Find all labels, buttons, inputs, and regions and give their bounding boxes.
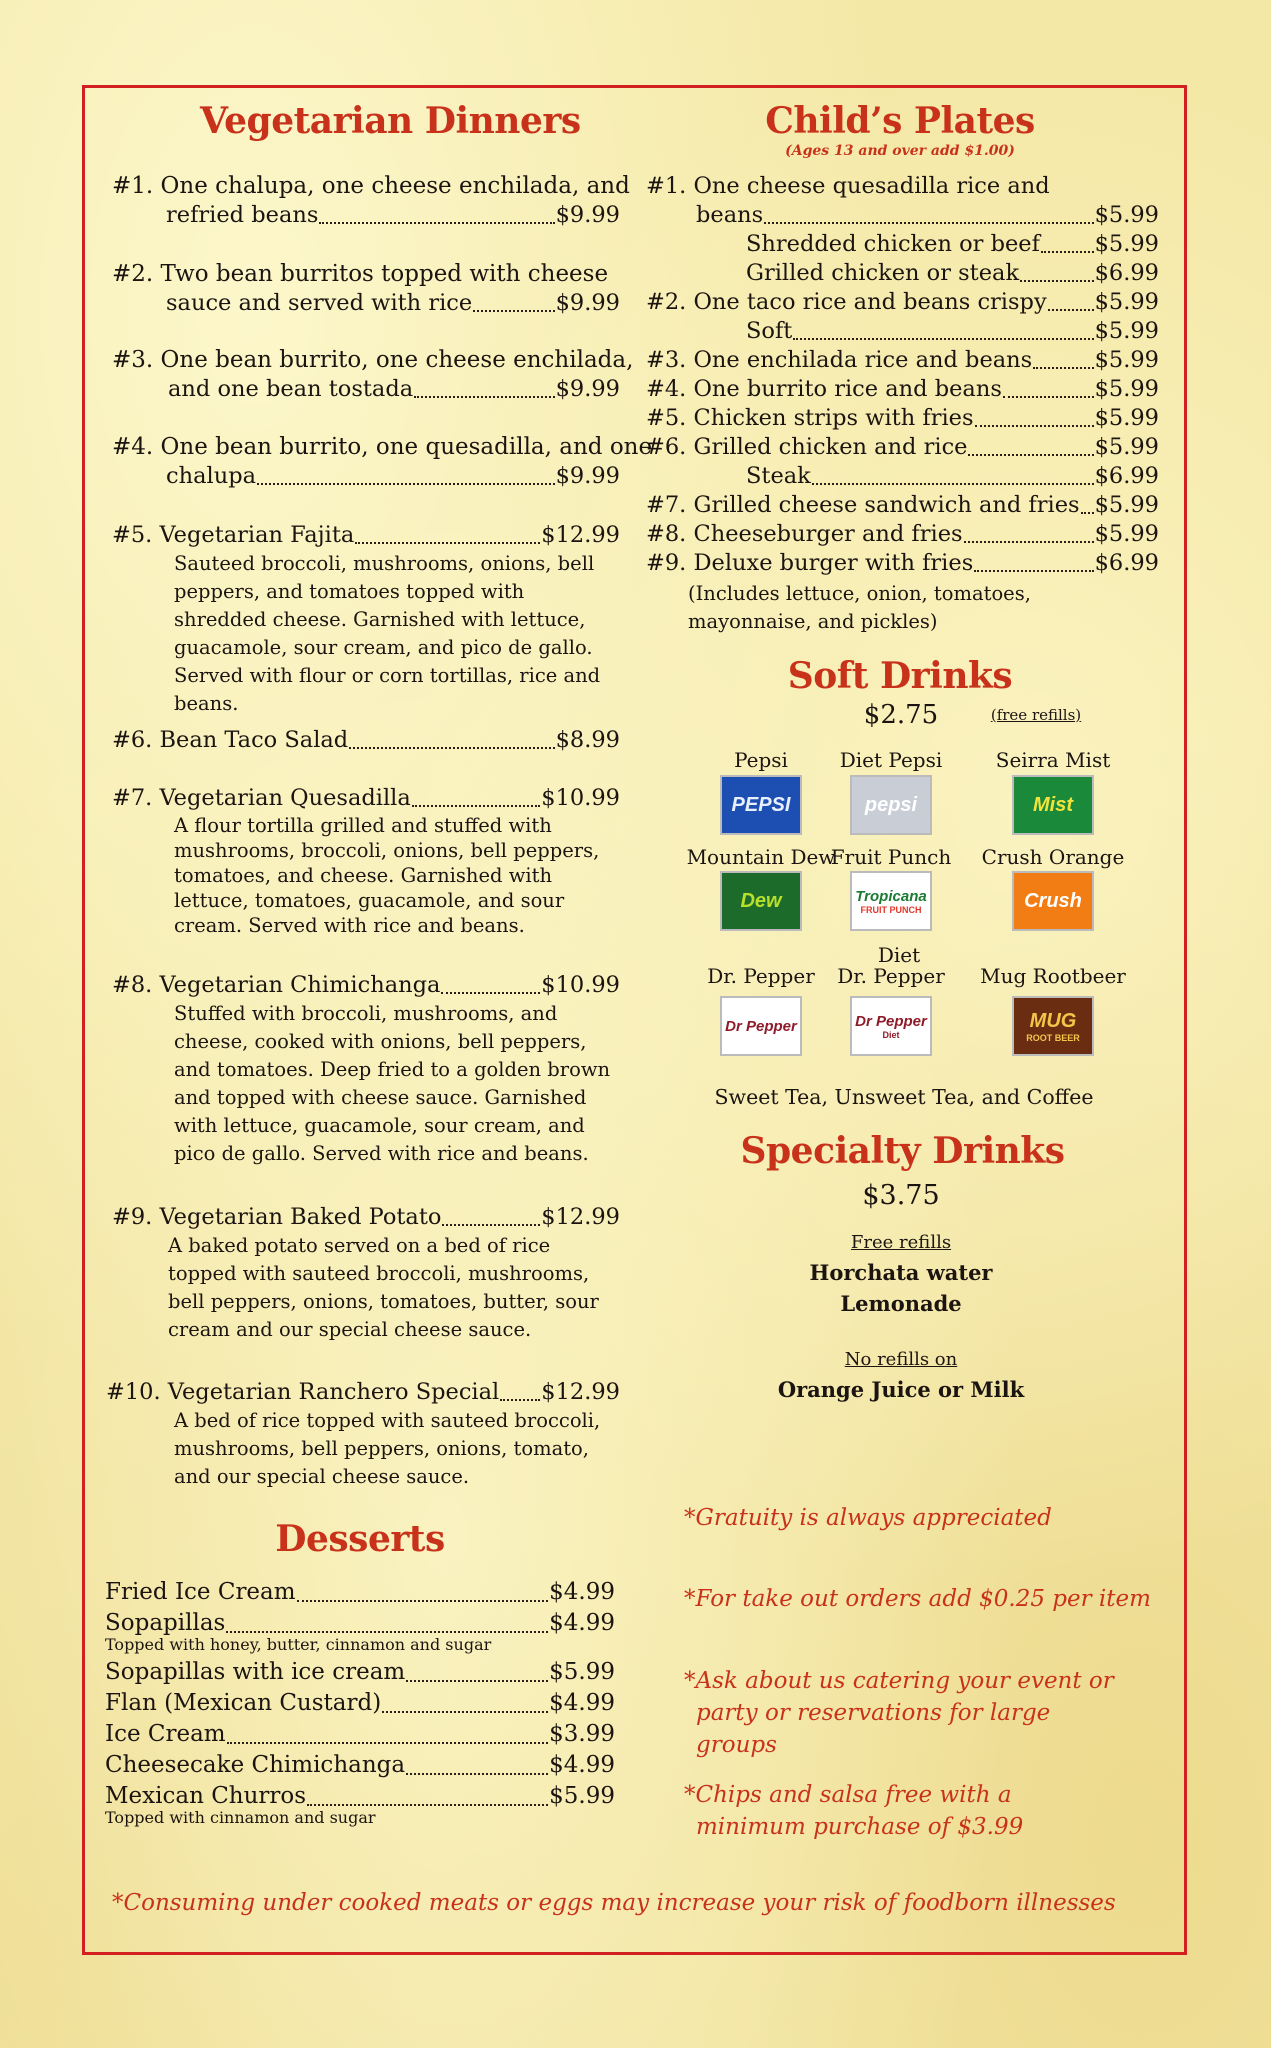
child-plate-price: $5.99 [1094, 202, 1159, 228]
no-refill-items: Orange Juice or Milk [777, 1377, 1025, 1402]
child-plate-name: Grilled cheese sandwich and fries [693, 492, 1080, 518]
item-text: One bean burrito, one quesadilla, and one [160, 434, 653, 460]
dessert-price: $5.99 [549, 1659, 615, 1685]
item-number: #8. [112, 972, 153, 998]
specialty-free-refills-label: Free refills [850, 1232, 952, 1253]
child-plate-row [646, 520, 1159, 549]
child-plate-price: $5.99 [1094, 405, 1159, 431]
child-plate-price: $5.99 [1094, 289, 1159, 315]
dessert-price: $4.99 [549, 1610, 615, 1636]
free-refills-label: (free refills) [990, 706, 1082, 724]
child-plate-number: #8. [646, 521, 687, 547]
drink-name: Mountain Dew [686, 845, 836, 869]
horchata-item: Horchata water [809, 1260, 993, 1285]
child-plate-number: #5. [646, 405, 687, 431]
item-number: #9. [112, 1204, 153, 1230]
drink-name: Dr. Pepper [707, 964, 815, 988]
dessert-item [105, 1608, 615, 1655]
item-description: A flour tortilla grilled and stuffed with mushrooms, broccoli, onions, bell peppers, tomatoes, and cheese. Garnished with lettuce, tomatoes, guacamole, and sour cream. Served with rice and beans. [174, 814, 600, 937]
child-plate-price: $6.99 [1094, 550, 1159, 576]
child-plate-row [646, 549, 1159, 578]
drink-name: Seirra Mist [995, 748, 1111, 772]
item-price: $9.99 [555, 290, 620, 316]
childs-plates-list [646, 172, 1159, 636]
item-name: and one bean tostada [168, 376, 414, 402]
item-text: Two bean burritos topped with cheese [160, 261, 609, 287]
child-plate-price: $6.99 [1094, 260, 1159, 286]
diet-dr-pepper-logo-icon: Dr Pepper Diet [850, 996, 932, 1056]
chips-salsa-note: *Chips and salsa free with a minimum purchase of $3.99 [684, 1782, 1024, 1840]
dessert-note: Topped with cinnamon and sugar [105, 1808, 376, 1827]
dessert-item [105, 1688, 615, 1719]
dessert-price: $4.99 [549, 1690, 615, 1716]
child-plate-price: $5.99 [1094, 521, 1159, 547]
childs-plates-subtitle: (Ages 13 and over add $1.00) [785, 143, 1015, 159]
child-plate-price: $5.99 [1094, 318, 1159, 344]
vegetarian-item-5 [112, 521, 620, 718]
vegetarian-item-10 [106, 1378, 620, 1491]
dessert-price: $5.99 [549, 1783, 615, 1809]
child-plate-name: beans [696, 202, 764, 228]
child-plate-price: $5.99 [1094, 376, 1159, 402]
dessert-name: Sopapillas [105, 1610, 226, 1636]
specialty-drinks-heading: Specialty Drinks [740, 1130, 1065, 1172]
dessert-name: Fried Ice Cream [105, 1579, 296, 1605]
child-plate-name: Grilled chicken and rice [693, 434, 968, 460]
dessert-name: Flan (Mexican Custard) [105, 1690, 382, 1716]
takeout-note: *For take out orders add $0.25 per item [684, 1586, 1151, 1612]
drink-name: Mug Rootbeer [980, 964, 1126, 988]
item-number: #7. [112, 785, 153, 811]
food-safety-warning: *Consuming under cooked meats or eggs may increase your risk of foodborn illnesses [112, 1890, 1116, 1916]
item-name: Vegetarian Fajita [159, 522, 355, 548]
item-price: $9.99 [555, 376, 620, 402]
vegetarian-dinners-heading: Vegetarian Dinners [200, 100, 581, 142]
child-plate-price: $5.99 [1094, 434, 1159, 460]
desserts-list [105, 1577, 615, 1830]
dessert-note: Topped with honey, butter, cinnamon and sugar [105, 1635, 492, 1654]
seirra-mist-logo-icon: Mist [1012, 775, 1094, 835]
item-name: Vegetarian Ranchero Special [167, 1379, 500, 1405]
child-plate-row [646, 317, 1159, 346]
child-plate-name: Deluxe burger with fries [693, 550, 974, 576]
item-price: $10.99 [541, 785, 620, 811]
child-plate-number: #3. [646, 347, 687, 373]
dessert-name: Ice Cream [105, 1721, 226, 1747]
item-number: #2. [112, 261, 154, 287]
drink-name: Fruit Punch [830, 845, 952, 869]
dessert-item [105, 1577, 615, 1608]
tea-coffee-line: Sweet Tea, Unsweet Tea, and Coffee [714, 1085, 1094, 1109]
dr-pepper-logo-icon: Dr Pepper [720, 996, 802, 1056]
item-name: Vegetarian Chimichanga [159, 972, 441, 998]
item-price: $12.99 [541, 1204, 620, 1230]
item-description: Stuffed with broccoli, mushrooms, and cheese, cooked with onions, bell peppers, and tomatoes. Deep fried to a golden brown and topped with cheese sauce. Garnished with lettuce, guacamole, sour cream, and pico de gallo. Served with rice and beans. [174, 1002, 611, 1165]
vegetarian-item-8 [112, 971, 620, 1168]
child-plate-price: $5.99 [1094, 231, 1159, 257]
child-plate-name: Cheeseburger and fries [693, 521, 963, 547]
catering-note: *Ask about us catering your event or party or reservations for large groups [684, 1668, 1114, 1758]
dessert-item [105, 1781, 615, 1828]
child-plate-name: Shredded chicken or beef [746, 231, 1040, 257]
vegetarian-item-4 [112, 433, 653, 491]
vegetarian-item-7 [112, 784, 620, 938]
item-name: sauce and served with rice [166, 290, 473, 316]
item-price: $8.99 [555, 727, 620, 753]
item-price: $9.99 [555, 202, 620, 228]
child-plate-row [646, 433, 1159, 462]
child-plate-name: Chicken strips with fries [693, 405, 974, 431]
crush-orange-logo-icon: Crush [1012, 871, 1094, 931]
item-description: Sauteed broccoli, mushrooms, onions, bell peppers, and tomatoes topped with shredded cheese. Garnished with lettuce, guacamole, sour cream, and pico de gallo. Served with flour or corn tortillas, rice and beans. [174, 552, 601, 715]
vegetarian-item-2 [112, 260, 620, 318]
child-plate-price: $6.99 [1094, 463, 1159, 489]
child-plate-row [646, 375, 1159, 404]
child-plate-name: One enchilada rice and beans [693, 347, 1033, 373]
mug-rootbeer-logo-icon: MUG ROOT BEER [1012, 996, 1094, 1056]
dessert-name: Mexican Churros [105, 1783, 307, 1809]
dessert-name: Cheesecake Chimichanga [105, 1752, 406, 1778]
fruit-punch-logo-icon: Tropicana FRUIT PUNCH [850, 871, 932, 931]
soft-drinks-heading: Soft Drinks [787, 655, 1013, 697]
child-includes-note: (Includes lettuce, onion, tomatoes, mayonnaise, and pickles) [688, 582, 1031, 633]
child-plate-price: $5.99 [1094, 492, 1159, 518]
desserts-heading: Desserts [275, 1518, 445, 1560]
item-number: #6. [112, 727, 153, 753]
dessert-item [105, 1719, 615, 1750]
item-name: Vegetarian Baked Potato [159, 1204, 442, 1230]
vegetarian-item-3 [112, 346, 634, 404]
vegetarian-item-9 [112, 1203, 620, 1344]
dessert-item [105, 1750, 615, 1781]
child-plate-price: $5.99 [1094, 347, 1159, 373]
no-refills-label: No refills on [844, 1349, 958, 1370]
child-plate-name: One taco rice and beans crispy [693, 289, 1047, 315]
dessert-name: Sopapillas with ice cream [105, 1659, 406, 1685]
child-plate-row [646, 259, 1159, 288]
child-plate-number: #6. [646, 434, 687, 460]
lemonade-item: Lemonade [840, 1291, 962, 1316]
drink-name: Pepsi [734, 748, 788, 772]
child-plate-row [646, 404, 1159, 433]
child-plate-row [646, 346, 1159, 375]
item-number: #3. [112, 347, 154, 373]
drink-name-prefix: Diet [877, 943, 921, 967]
item-number: #1. [112, 173, 154, 199]
child-plate-row [646, 201, 1159, 230]
item-name: chalupa [166, 463, 257, 489]
item-number: #4. [112, 434, 154, 460]
child-plate-name: One burrito rice and beans [693, 376, 1002, 402]
child-plate-row [646, 230, 1159, 259]
child-plate-name: Soft [746, 318, 793, 344]
child-item-1-line: #1. One cheese quesadilla rice and [646, 173, 1050, 199]
item-description: A baked potato served on a bed of rice topped with sauteed broccoli, mushrooms, bell peppers, onions, tomatoes, butter, sour cream and our special cheese sauce. [168, 1234, 599, 1341]
drink-name: Dr. Pepper [837, 964, 945, 988]
item-number: #10. [106, 1379, 161, 1405]
item-number: #5. [112, 522, 153, 548]
mountain-dew-logo-icon: Dew [720, 871, 802, 931]
child-plate-row [646, 462, 1159, 491]
drink-name: Diet Pepsi [839, 748, 943, 772]
item-text: One bean burrito, one cheese enchilada, [160, 347, 634, 373]
item-name: refried beans [166, 202, 319, 228]
vegetarian-item-1 [112, 172, 630, 230]
pepsi-logo-icon: PEPSI [720, 775, 802, 835]
item-description: A bed of rice topped with sauteed broccoli, mushrooms, bell peppers, onions, tomato, and our special cheese sauce. [174, 1409, 601, 1488]
dessert-price: $4.99 [549, 1579, 615, 1605]
item-price: $10.99 [541, 972, 620, 998]
item-name: Bean Taco Salad [159, 727, 349, 753]
soft-drinks-price: $2.75 [863, 700, 939, 730]
child-plate-name: Grilled chicken or steak [746, 260, 1020, 286]
item-price: $12.99 [541, 1379, 620, 1405]
vegetarian-item-6 [112, 726, 620, 755]
child-plate-name: Steak [746, 463, 811, 489]
diet-pepsi-logo-icon: pepsi [850, 775, 932, 835]
item-name: Vegetarian Quesadilla [159, 785, 411, 811]
child-plate-number: #4. [646, 376, 687, 402]
dessert-price: $4.99 [549, 1752, 615, 1778]
dessert-price: $3.99 [549, 1721, 615, 1747]
child-plate-row [646, 288, 1159, 317]
item-price: $9.99 [555, 463, 620, 489]
dessert-item [105, 1657, 615, 1688]
child-plate-row [646, 491, 1159, 520]
gratuity-note: *Gratuity is always appreciated [684, 1505, 1052, 1531]
drink-name: Crush Orange [981, 845, 1125, 869]
child-plate-number: #2. [646, 289, 687, 315]
item-price: $12.99 [541, 522, 620, 548]
childs-plates-heading: Child’s Plates [765, 100, 1035, 142]
specialty-price: $3.75 [862, 1180, 940, 1211]
child-plate-number: #7. [646, 492, 687, 518]
child-plate-number: #9. [646, 550, 687, 576]
item-text: One chalupa, one cheese enchilada, and [160, 173, 630, 199]
